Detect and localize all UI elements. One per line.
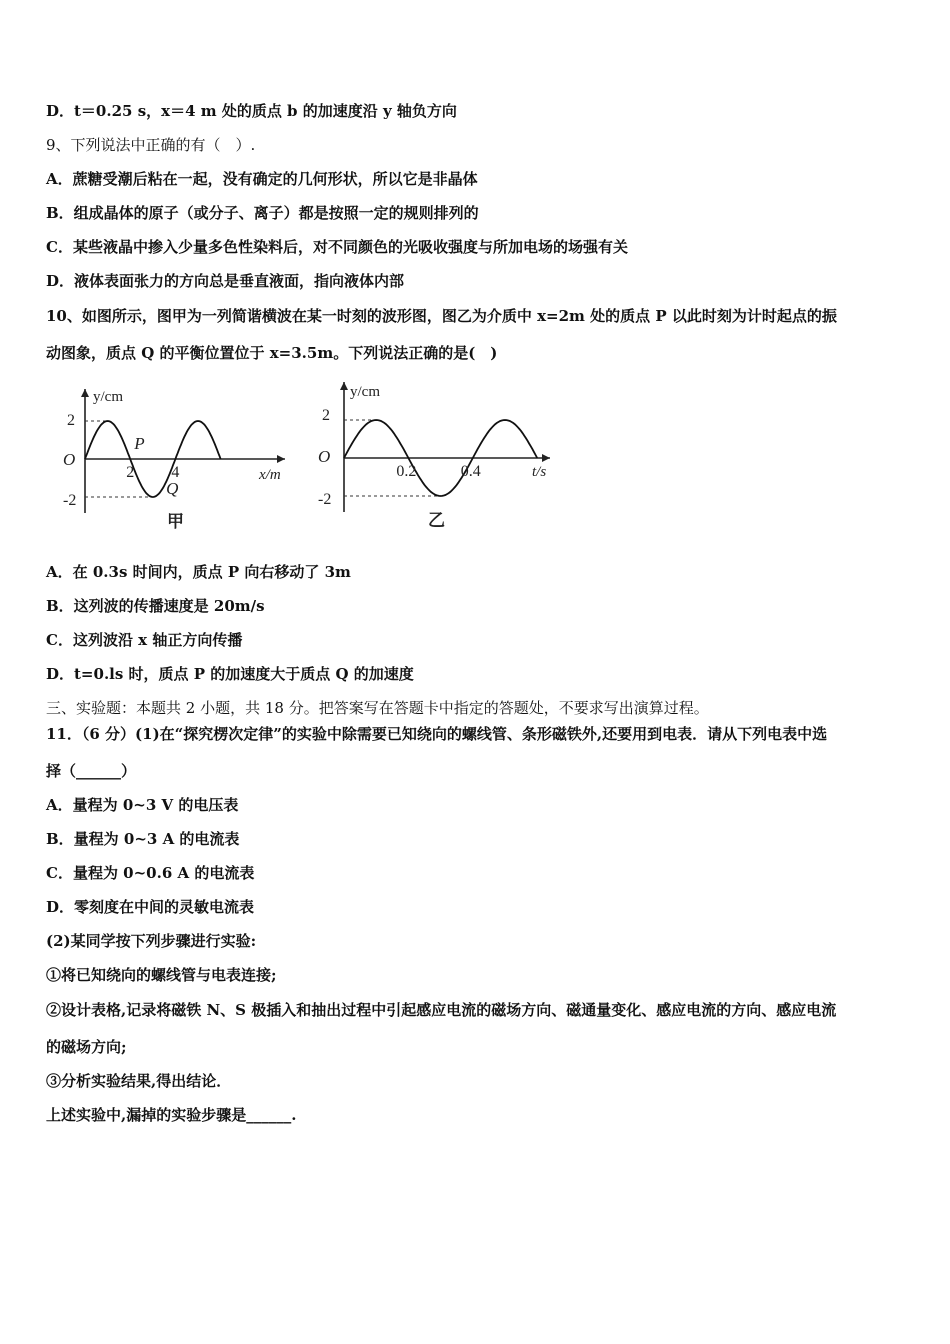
q11-option-c: C．量程为 0~0.6 A 的电流表 [46,864,255,882]
q10-option-c: C．这列波沿 x 轴正方向传播 [46,631,243,649]
origin-label: O [63,450,76,469]
y-axis-label: y/cm [93,389,123,405]
q9-option-d: D．液体表面张力的方向总是垂直液面，指向液体内部 [46,272,405,290]
y-axis-arrow [81,389,89,397]
x-tick-label: 4 [171,464,180,481]
x-axis-label: x/m [259,467,281,483]
q10-option-b: B．这列波的传播速度是 20m/s [46,597,265,615]
q11-option-d: D．零刻度在中间的灵敏电流表 [46,898,255,916]
q9-stem: 9、下列说法中正确的有（ ）. [46,136,256,154]
q10-stem-line1: 10、如图所示，图甲为一列简谐横波在某一时刻的波形图，图乙为介质中 x=2m 处的质点 P 以此时刻为计时起点的振 [46,307,837,325]
y-tick-label: -2 [318,491,332,508]
point-q-label: Q [166,478,179,498]
experiment-step-3: ③分析实验结果,得出结论． [46,1072,232,1090]
x-axis-label: t/s [532,464,547,480]
experiment-step-1: ①将已知绕向的螺线管与电表连接; [46,966,277,984]
y-tick-label: 2 [67,412,75,429]
graph-title: 甲 [167,512,184,531]
x-axis-arrow [542,454,550,462]
q10-stem-line2: 动图象，质点 Q 的平衡位置位于 x=3.5m。下列说法正确的是( ) [46,344,498,362]
graph-title: 乙 [428,511,445,530]
q9-option-a: A．蔗糖受潮后粘在一起，没有确定的几何形状，所以它是非晶体 [46,170,478,188]
point-p-label: P [134,434,145,453]
q11-stem-line2: 择（______） [46,762,137,780]
y-axis-arrow [340,382,348,390]
y-tick-label: -2 [63,492,77,509]
q11-option-b: B．量程为 0~3 A 的电流表 [46,830,240,848]
section-3-heading: 三、实验题：本题共 2 小题，共 18 分。把答案写在答题卡中指定的答题处，不要求写出演算过程。 [46,699,709,717]
y-axis-label: y/cm [350,384,380,400]
missing-step-question: 上述实验中,漏掉的实验步骤是______. [46,1106,297,1124]
y-tick-label: 2 [322,407,330,424]
x-tick-label: 2 [126,464,135,481]
origin-label: O [318,447,331,466]
q9-option-c: C．某些液晶中掺入少量多色性染料后，对不同颜色的光吸收强度与所加电场的场强有关 [46,238,628,256]
q8-option-d: D．t＝0.25 s，x＝4 m 处的质点 b 的加速度沿 y 轴负方向 [46,102,457,120]
q11-option-a: A．量程为 0~3 V 的电压表 [46,796,239,814]
x-tick-label: 0.4 [460,463,481,480]
q10-option-d: D．t=0.ls 时，质点 P 的加速度大于质点 Q 的加速度 [46,665,414,683]
x-axis-arrow [277,455,285,463]
x-tick-label: 0.2 [396,463,417,480]
wave-graph-jia [55,375,300,535]
vibration-graph-yi [310,372,565,532]
q10-option-a: A．在 0.3s 时间内，质点 P 向右移动了 3m [46,563,351,581]
q11-part2-intro: (2)某同学按下列步骤进行实验: [46,932,257,950]
q11-stem-line1: 11．（6 分）(1)在“探究楞次定律”的实验中除需要已知绕向的螺线管、条形磁铁外,还要用到电表．请从下列电表中选 [46,725,828,743]
experiment-step-2-line2: 的磁场方向; [46,1038,127,1056]
experiment-step-2-line1: ②设计表格,记录将磁铁 N、S 极插入和抽出过程中引起感应电流的磁场方向、磁通量变化、感应电流的方向、感应电流 [46,1001,837,1019]
q9-option-b: B．组成晶体的原子（或分子、离子）都是按照一定的规则排列的 [46,204,479,222]
